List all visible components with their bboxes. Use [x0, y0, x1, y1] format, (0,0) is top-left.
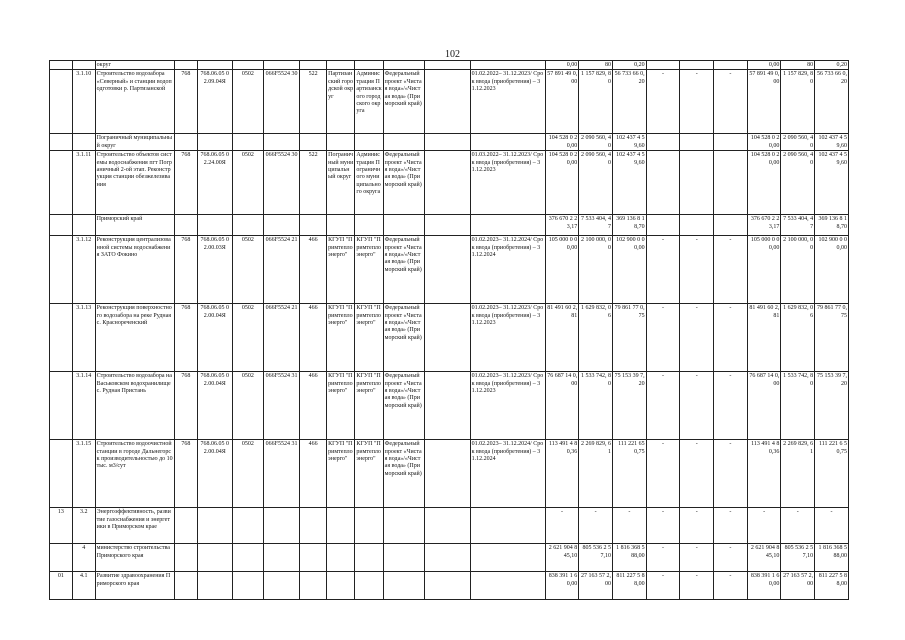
table-cell: 01.02.2022– 31.12.2023/ Срок ввода (приобретения) – 31.12.2023: [470, 70, 545, 134]
table-cell: КГУП "Примтеплоэнерго": [355, 236, 383, 304]
table-cell: [264, 544, 300, 572]
table-cell: [175, 544, 198, 572]
table-cell: 111 221 65 0,75: [612, 440, 646, 508]
table-cell: [175, 61, 198, 70]
table-cell: 369 136 8 18,70: [612, 215, 646, 236]
table-row: [50, 544, 849, 572]
table-cell: 0,20: [612, 61, 646, 70]
table-cell: -: [646, 236, 680, 304]
table-cell: -: [680, 544, 714, 572]
table-cell: 104 528 0 20,00: [545, 151, 579, 215]
table-cell: -: [714, 304, 748, 372]
table-cell: [680, 151, 714, 215]
table-cell: [232, 134, 264, 151]
table-cell: 3.1.11: [72, 151, 95, 215]
table-cell: [714, 151, 748, 215]
table-cell: [175, 134, 198, 151]
table-cell: 376 670 2 23,17: [545, 215, 579, 236]
table-row: [50, 134, 849, 151]
table-cell: [355, 544, 383, 572]
table-cell: [327, 215, 355, 236]
table-cell: 2 090 560, 40: [781, 151, 815, 215]
table-cell: Строительство объектов системы водоснабжения пгт Пограничный 2-ой этап. Реконструкция станции обезжелезивания: [95, 151, 174, 215]
table-row: [50, 572, 849, 600]
table-cell: [299, 572, 326, 600]
table-row: [50, 440, 849, 508]
table-cell: -: [714, 572, 748, 600]
table-cell: [680, 215, 714, 236]
table-row: [50, 304, 849, 372]
table-cell: 01.02.2023– 31.12.2023/ Срок ввода (приобретения) – 31.12.2023: [470, 304, 545, 372]
table-cell: [232, 215, 264, 236]
table-cell: 066F5524 30: [264, 151, 300, 215]
table-cell: -: [680, 70, 714, 134]
page-number: 102: [445, 49, 460, 60]
table-cell: 066F5524 30: [264, 70, 300, 134]
table-cell: 7 533 404, 47: [781, 215, 815, 236]
table-cell: [424, 134, 470, 151]
table-cell: 369 136 8 18,70: [815, 215, 849, 236]
table-cell: -: [680, 440, 714, 508]
table-cell: -: [680, 508, 714, 544]
budget-table: [49, 60, 849, 600]
table-cell: 4.1: [72, 572, 95, 600]
table-cell: 01.02.2023– 31.12.2023/ Срок ввода (приобретения) – 31.12.2023: [470, 372, 545, 440]
table-cell: [424, 372, 470, 440]
table-cell: [197, 572, 232, 600]
table-cell: Федеральный проект «Чистая вода»/«Чистая вода» (Приморский край): [383, 440, 424, 508]
table-cell: [383, 61, 424, 70]
table-cell: 102 900 0 00,00: [815, 236, 849, 304]
table-cell: 376 670 2 23,17: [747, 215, 781, 236]
table-cell: 76 687 14 0,00: [747, 372, 781, 440]
table-cell: -: [545, 508, 579, 544]
table-cell: 56 733 66 0,20: [612, 70, 646, 134]
table-cell: КГУП "Примтеплоэнерго": [355, 440, 383, 508]
table-cell: -: [646, 572, 680, 600]
table-cell: 80: [579, 61, 613, 70]
table-cell: 768: [175, 372, 198, 440]
table-cell: [424, 572, 470, 600]
table-cell: 57 891 49 0,00: [545, 70, 579, 134]
table-cell: 81 491 60 2,81: [747, 304, 781, 372]
table-cell: [714, 215, 748, 236]
table-cell: [424, 70, 470, 134]
table-cell: 811 227 5 88,00: [612, 572, 646, 600]
table-cell: -: [680, 372, 714, 440]
table-cell: Строительство водоочистной станции в городе Дальнегорск производительностью до 10 тыс. м3/сут: [95, 440, 174, 508]
table-cell: -: [815, 508, 849, 544]
table-cell: 27 163 57 2,00: [579, 572, 613, 600]
table-cell: 0502: [232, 304, 264, 372]
table-cell: [264, 134, 300, 151]
table-cell: [197, 508, 232, 544]
table-cell: [680, 61, 714, 70]
table-cell: 768.06.05 02.00.04Я: [197, 440, 232, 508]
table-cell: 79 861 77 0,75: [612, 304, 646, 372]
table-cell: 1 816 368 588,00: [612, 544, 646, 572]
table-cell: Пограничный муниципальный округ: [95, 134, 174, 151]
table-cell: 2 269 829, 61: [579, 440, 613, 508]
table-cell: [424, 304, 470, 372]
table-cell: 102 900 0 00,00: [612, 236, 646, 304]
table-cell: 768.06.05 02.00.03Я: [197, 236, 232, 304]
table-row: [50, 151, 849, 215]
table-cell: [264, 61, 300, 70]
table-cell: [327, 544, 355, 572]
table-cell: [424, 215, 470, 236]
table-cell: [383, 215, 424, 236]
table-cell: [232, 61, 264, 70]
table-cell: -: [646, 304, 680, 372]
table-cell: Реконструкция централизованной системы водоснабжения ЗАТО Фокино: [95, 236, 174, 304]
table-cell: 811 227 5 88,00: [815, 572, 849, 600]
table-cell: [714, 134, 748, 151]
table-cell: Федеральный проект «Чистая вода»/«Чистая вода» (Приморский край): [383, 236, 424, 304]
table-cell: [197, 544, 232, 572]
table-cell: 75 153 39 7,20: [815, 372, 849, 440]
table-cell: [327, 134, 355, 151]
table-cell: КГУП "Примтеплоэнерго": [327, 440, 355, 508]
table-row: [50, 70, 849, 134]
table-cell: -: [646, 440, 680, 508]
table-cell: Администрация Пограничного муниципального округа: [355, 151, 383, 215]
table-cell: 1 157 829, 80: [781, 70, 815, 134]
table-cell: [50, 304, 73, 372]
table-cell: 768.06.05 02.00.04Я: [197, 304, 232, 372]
table-cell: -: [714, 236, 748, 304]
table-cell: 838 391 1 60,00: [747, 572, 781, 600]
table-cell: 105 000 0 00,00: [545, 236, 579, 304]
table-cell: 76 687 14 0,00: [545, 372, 579, 440]
table-cell: 768.06.05 02.00.04Я: [197, 372, 232, 440]
table-cell: [383, 134, 424, 151]
table-cell: 768: [175, 70, 198, 134]
table-cell: 0502: [232, 70, 264, 134]
table-cell: -: [612, 508, 646, 544]
table-cell: [714, 61, 748, 70]
table-cell: -: [646, 544, 680, 572]
table-cell: [232, 572, 264, 600]
table-cell: КГУП "Примтеплоэнерго": [327, 236, 355, 304]
table-cell: КГУП "Примтеплоэнерго": [355, 372, 383, 440]
table-cell: [355, 61, 383, 70]
table-cell: Энергоэффективность, развитие газоснабжения и энергетики в Приморском крае: [95, 508, 174, 544]
table-cell: [264, 508, 300, 544]
table-cell: Строительство водозабора «Северный» и станции водоподготовки р. Партизанской: [95, 70, 174, 134]
table-cell: Реконструкция поверхностного водозабора на реке Рудная с. Краснореченский: [95, 304, 174, 372]
table-cell: 57 891 49 0,00: [747, 70, 781, 134]
table-row: [50, 215, 849, 236]
table-cell: [470, 508, 545, 544]
table-cell: [646, 215, 680, 236]
table-cell: 2 621 904 845,10: [545, 544, 579, 572]
table-cell: [327, 572, 355, 600]
table-cell: -: [747, 508, 781, 544]
table-cell: 066F5524 21: [264, 236, 300, 304]
table-cell: 3.1.12: [72, 236, 95, 304]
table-cell: 80: [781, 61, 815, 70]
table-cell: 2 100 000, 00: [781, 236, 815, 304]
table-cell: [264, 572, 300, 600]
table-cell: Федеральный проект «Чистая вода»/«Чистая вода» (Приморский край): [383, 151, 424, 215]
table-cell: [50, 134, 73, 151]
table-cell: 102 437 4 59,60: [612, 134, 646, 151]
table-cell: Приморский край: [95, 215, 174, 236]
table-cell: 466: [299, 236, 326, 304]
table-cell: [383, 572, 424, 600]
table-cell: 1 816 368 588,00: [815, 544, 849, 572]
table-cell: -: [781, 508, 815, 544]
table-cell: 102 437 4 59,60: [815, 134, 849, 151]
table-cell: 0502: [232, 440, 264, 508]
table-cell: -: [680, 572, 714, 600]
table-cell: [424, 236, 470, 304]
table-cell: 1 629 832, 06: [579, 304, 613, 372]
table-cell: 2 090 560, 40: [579, 134, 613, 151]
table-cell: 466: [299, 440, 326, 508]
table-cell: округ: [95, 61, 174, 70]
table-cell: [50, 236, 73, 304]
table-cell: [299, 61, 326, 70]
table-cell: [680, 134, 714, 151]
table-row: [50, 236, 849, 304]
table-cell: 0502: [232, 151, 264, 215]
table-cell: 01.02.2023– 31.12.2024/ Срок ввода (приобретения) – 31.12.2024: [470, 236, 545, 304]
table-cell: -: [680, 236, 714, 304]
table-cell: КГУП "Примтеплоэнерго": [327, 372, 355, 440]
table-cell: [355, 572, 383, 600]
table-cell: [232, 508, 264, 544]
table-cell: Администрация Партизанского городского округа: [355, 70, 383, 134]
table-cell: 805 536 2 57,10: [579, 544, 613, 572]
table-cell: 0,20: [815, 61, 849, 70]
table-cell: 2 090 560, 40: [781, 134, 815, 151]
table-cell: 113 491 4 80,36: [545, 440, 579, 508]
table-cell: 105 000 0 00,00: [747, 236, 781, 304]
table-cell: [232, 544, 264, 572]
table-cell: [470, 215, 545, 236]
table-cell: Пограничный муниципальный округ: [327, 151, 355, 215]
table-cell: 113 491 4 80,36: [747, 440, 781, 508]
table-cell: 466: [299, 304, 326, 372]
table-cell: 3.1.13: [72, 304, 95, 372]
table-cell: 13: [50, 508, 73, 544]
table-cell: [50, 151, 73, 215]
table-cell: 522: [299, 70, 326, 134]
table-cell: [197, 215, 232, 236]
table-cell: 768.06.05 02.09.04Я: [197, 70, 232, 134]
table-cell: [72, 215, 95, 236]
table-cell: 2 100 000, 00: [579, 236, 613, 304]
table-cell: [50, 61, 73, 70]
table-cell: 0502: [232, 372, 264, 440]
table-cell: 768: [175, 236, 198, 304]
table-cell: 102 437 4 59,60: [815, 151, 849, 215]
table-cell: [646, 134, 680, 151]
table-cell: [424, 61, 470, 70]
table-cell: Строительство водозабора на Васьковском водохранилище с. Рудная Пристань: [95, 372, 174, 440]
table-cell: [197, 61, 232, 70]
table-cell: 3.1.14: [72, 372, 95, 440]
table-cell: 3.1.10: [72, 70, 95, 134]
table-cell: 1 533 742, 80: [781, 372, 815, 440]
table-cell: [470, 572, 545, 600]
table-cell: -: [680, 304, 714, 372]
table-cell: Федеральный проект «Чистая вода»/«Чистая вода» (Приморский край): [383, 372, 424, 440]
table-row: [50, 61, 849, 70]
table-cell: [72, 61, 95, 70]
table-cell: -: [714, 70, 748, 134]
table-cell: КГУП "Примтеплоэнерго": [355, 304, 383, 372]
table-cell: 805 536 2 57,10: [781, 544, 815, 572]
table-cell: [383, 544, 424, 572]
table-cell: 1 533 742, 80: [579, 372, 613, 440]
table-cell: -: [579, 508, 613, 544]
table-cell: [175, 215, 198, 236]
table-cell: 2 090 560, 40: [579, 151, 613, 215]
table-cell: 01.02.2023– 31.12.2024/ Срок ввода (приобретения) – 31.12.2024: [470, 440, 545, 508]
table-cell: [646, 151, 680, 215]
table-cell: 522: [299, 151, 326, 215]
table-cell: -: [714, 440, 748, 508]
table-cell: [424, 544, 470, 572]
table-cell: [355, 508, 383, 544]
table-cell: [50, 544, 73, 572]
table-cell: [355, 215, 383, 236]
table-cell: [327, 508, 355, 544]
table-cell: Федеральный проект «Чистая вода»/«Чистая вода» (Приморский край): [383, 70, 424, 134]
table-cell: 7 533 404, 47: [579, 215, 613, 236]
table-cell: [470, 61, 545, 70]
table-cell: -: [714, 544, 748, 572]
table-cell: 104 528 0 20,00: [747, 134, 781, 151]
table-cell: 066F5524 31: [264, 440, 300, 508]
table-cell: [424, 508, 470, 544]
table-cell: -: [714, 508, 748, 544]
table-cell: [197, 134, 232, 151]
table-cell: 2 621 904 845,10: [747, 544, 781, 572]
table-cell: 79 861 77 0,75: [815, 304, 849, 372]
table-cell: -: [714, 372, 748, 440]
table-cell: Федеральный проект «Чистая вода»/«Чистая вода» (Приморский край): [383, 304, 424, 372]
table-cell: [72, 134, 95, 151]
table-cell: 102 437 4 59,60: [612, 151, 646, 215]
table-cell: 1 157 829, 80: [579, 70, 613, 134]
table-cell: 56 733 66 0,20: [815, 70, 849, 134]
table-cell: 838 391 1 60,00: [545, 572, 579, 600]
table-cell: Партизанский городской округ: [327, 70, 355, 134]
table-cell: [299, 134, 326, 151]
table-cell: 0,00: [747, 61, 781, 70]
table-cell: 27 163 57 2,00: [781, 572, 815, 600]
table-cell: [470, 544, 545, 572]
table-cell: 104 528 0 20,00: [747, 151, 781, 215]
table-row: [50, 372, 849, 440]
table-cell: [50, 440, 73, 508]
table-cell: [646, 61, 680, 70]
table-cell: 066F5524 31: [264, 372, 300, 440]
table-cell: 768: [175, 304, 198, 372]
table-cell: 4: [72, 544, 95, 572]
table-row: [50, 508, 849, 544]
table-cell: 768.06.05 02.24.00Я: [197, 151, 232, 215]
table-cell: 01: [50, 572, 73, 600]
table-cell: [355, 134, 383, 151]
table-cell: КГУП "Примтеплоэнерго": [327, 304, 355, 372]
table-cell: [299, 215, 326, 236]
table-cell: 0502: [232, 236, 264, 304]
table-cell: [470, 134, 545, 151]
table-cell: 066F5524 21: [264, 304, 300, 372]
table-cell: [175, 508, 198, 544]
table-cell: 2 269 829, 61: [781, 440, 815, 508]
table-cell: [50, 372, 73, 440]
table-cell: -: [646, 70, 680, 134]
table-cell: [383, 508, 424, 544]
table-cell: 01.03.2022– 31.12.2023/ Срок ввода (приобретения) – 31.12.2023: [470, 151, 545, 215]
table-cell: [424, 440, 470, 508]
table-cell: 0,00: [545, 61, 579, 70]
table-cell: -: [646, 372, 680, 440]
table-cell: [50, 215, 73, 236]
table-cell: [327, 61, 355, 70]
table-cell: Развитие здравоохранения Приморского края: [95, 572, 174, 600]
table-cell: [424, 151, 470, 215]
table-cell: 768: [175, 440, 198, 508]
table-cell: 3.1.15: [72, 440, 95, 508]
table-cell: министерство строительства Приморского края: [95, 544, 174, 572]
table-cell: -: [646, 508, 680, 544]
table-cell: 768: [175, 151, 198, 215]
table-cell: 81 491 60 2,81: [545, 304, 579, 372]
table-cell: [299, 544, 326, 572]
table-cell: 75 153 39 7,20: [612, 372, 646, 440]
table-cell: 111 221 6 50,75: [815, 440, 849, 508]
table-cell: 104 528 0 20,00: [545, 134, 579, 151]
table-cell: 3.2: [72, 508, 95, 544]
table-cell: [50, 70, 73, 134]
table-cell: [299, 508, 326, 544]
table-cell: 1 629 832, 06: [781, 304, 815, 372]
table-cell: [175, 572, 198, 600]
table-cell: [264, 215, 300, 236]
table-cell: 466: [299, 372, 326, 440]
